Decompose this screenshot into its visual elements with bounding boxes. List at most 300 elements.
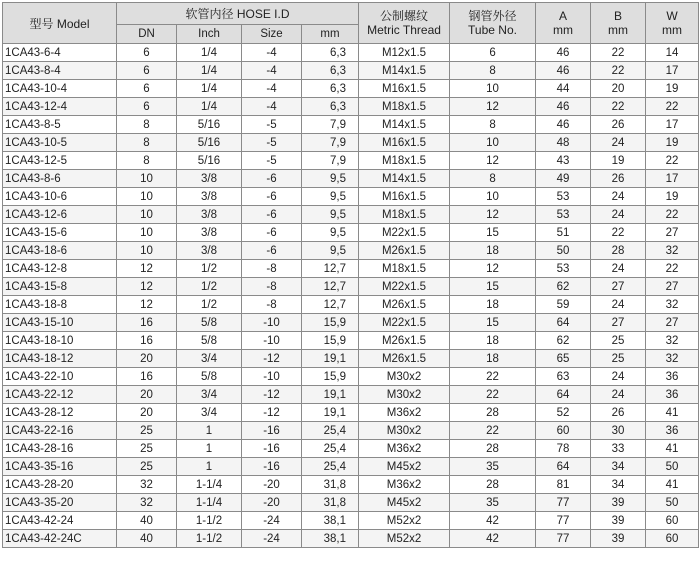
table-row [3, 404, 699, 422]
table-row [3, 62, 699, 80]
table-row [3, 458, 699, 476]
cell-b: 24 [591, 296, 646, 314]
cell-thread: M36x2 [359, 476, 450, 494]
cell-mm: 38,1 [302, 530, 359, 548]
table-row [3, 242, 699, 260]
cell-dn: 6 [117, 98, 177, 116]
cell-a: 63 [536, 368, 591, 386]
cell-b: 34 [591, 476, 646, 494]
cell-mm: 9,5 [302, 242, 359, 260]
cell-inch: 3/8 [177, 224, 242, 242]
cell-model: 1CA43-15-10 [3, 314, 117, 332]
cell-thread: M14x1.5 [359, 116, 450, 134]
cell-dn: 6 [117, 62, 177, 80]
table-row [3, 260, 699, 278]
table-row [3, 152, 699, 170]
cell-w: 32 [646, 350, 699, 368]
cell-mm: 31,8 [302, 476, 359, 494]
table-row [3, 278, 699, 296]
cell-size: -10 [242, 314, 302, 332]
cell-a: 64 [536, 458, 591, 476]
cell-mm: 15,9 [302, 368, 359, 386]
cell-inch: 1/4 [177, 44, 242, 62]
cell-mm: 12,7 [302, 278, 359, 296]
cell-model: 1CA43-10-6 [3, 188, 117, 206]
cell-dn: 12 [117, 296, 177, 314]
header-b-label: B [614, 9, 623, 23]
cell-dn: 25 [117, 440, 177, 458]
header-w-unit: mm [662, 23, 683, 37]
cell-b: 22 [591, 62, 646, 80]
cell-mm: 9,5 [302, 170, 359, 188]
cell-tube: 15 [450, 314, 536, 332]
cell-dn: 10 [117, 188, 177, 206]
cell-inch: 1-1/2 [177, 530, 242, 548]
cell-tube: 15 [450, 278, 536, 296]
cell-inch: 3/4 [177, 386, 242, 404]
cell-dn: 16 [117, 368, 177, 386]
cell-thread: M18x1.5 [359, 260, 450, 278]
cell-thread: M16x1.5 [359, 80, 450, 98]
cell-a: 53 [536, 260, 591, 278]
cell-size: -5 [242, 134, 302, 152]
header-b [591, 3, 646, 44]
header-inch: Inch [177, 25, 242, 44]
cell-inch: 5/16 [177, 152, 242, 170]
table-row [3, 170, 699, 188]
cell-b: 22 [591, 98, 646, 116]
cell-mm: 12,7 [302, 296, 359, 314]
cell-w: 60 [646, 512, 699, 530]
cell-dn: 8 [117, 134, 177, 152]
cell-tube: 8 [450, 170, 536, 188]
cell-w: 60 [646, 530, 699, 548]
cell-a: 51 [536, 224, 591, 242]
cell-mm: 12,7 [302, 260, 359, 278]
cell-mm: 7,9 [302, 134, 359, 152]
table-header [3, 3, 699, 44]
cell-tube: 10 [450, 134, 536, 152]
cell-dn: 25 [117, 458, 177, 476]
cell-a: 64 [536, 314, 591, 332]
header-tube [450, 3, 536, 44]
cell-mm: 7,9 [302, 116, 359, 134]
cell-model: 1CA43-8-6 [3, 170, 117, 188]
header-w-label: W [666, 9, 678, 23]
cell-size: -5 [242, 152, 302, 170]
cell-mm: 7,9 [302, 152, 359, 170]
cell-inch: 1 [177, 422, 242, 440]
cell-a: 44 [536, 80, 591, 98]
cell-size: -4 [242, 62, 302, 80]
cell-tube: 18 [450, 296, 536, 314]
cell-w: 14 [646, 44, 699, 62]
cell-tube: 18 [450, 242, 536, 260]
cell-tube: 28 [450, 404, 536, 422]
cell-b: 39 [591, 512, 646, 530]
cell-mm: 9,5 [302, 188, 359, 206]
cell-w: 32 [646, 332, 699, 350]
cell-b: 28 [591, 242, 646, 260]
cell-model: 1CA43-12-4 [3, 98, 117, 116]
cell-b: 39 [591, 494, 646, 512]
table-row [3, 350, 699, 368]
cell-b: 24 [591, 368, 646, 386]
cell-thread: M14x1.5 [359, 170, 450, 188]
cell-tube: 35 [450, 494, 536, 512]
cell-b: 30 [591, 422, 646, 440]
cell-tube: 10 [450, 80, 536, 98]
cell-dn: 20 [117, 350, 177, 368]
cell-b: 26 [591, 116, 646, 134]
cell-model: 1CA43-18-8 [3, 296, 117, 314]
header-thread [359, 3, 450, 44]
cell-size: -4 [242, 98, 302, 116]
cell-a: 46 [536, 116, 591, 134]
cell-a: 65 [536, 350, 591, 368]
cell-thread: M18x1.5 [359, 206, 450, 224]
cell-model: 1CA43-35-16 [3, 458, 117, 476]
cell-b: 33 [591, 440, 646, 458]
cell-inch: 1/4 [177, 62, 242, 80]
cell-dn: 16 [117, 314, 177, 332]
cell-thread: M26x1.5 [359, 242, 450, 260]
cell-w: 22 [646, 98, 699, 116]
cell-dn: 10 [117, 170, 177, 188]
cell-tube: 8 [450, 116, 536, 134]
cell-w: 22 [646, 152, 699, 170]
cell-a: 49 [536, 170, 591, 188]
cell-tube: 35 [450, 458, 536, 476]
cell-model: 1CA43-15-6 [3, 224, 117, 242]
table-row [3, 44, 699, 62]
cell-model: 1CA43-22-16 [3, 422, 117, 440]
cell-a: 50 [536, 242, 591, 260]
cell-thread: M22x1.5 [359, 278, 450, 296]
header-tube-en: Tube No. [468, 23, 517, 37]
cell-size: -6 [242, 188, 302, 206]
cell-mm: 38,1 [302, 512, 359, 530]
cell-tube: 10 [450, 188, 536, 206]
cell-size: -8 [242, 260, 302, 278]
cell-mm: 6,3 [302, 44, 359, 62]
cell-inch: 5/8 [177, 368, 242, 386]
header-w [646, 3, 699, 44]
cell-a: 64 [536, 386, 591, 404]
cell-model: 1CA43-6-4 [3, 44, 117, 62]
table-body [3, 44, 699, 548]
cell-a: 46 [536, 44, 591, 62]
cell-dn: 40 [117, 530, 177, 548]
cell-inch: 1/4 [177, 80, 242, 98]
cell-w: 27 [646, 224, 699, 242]
cell-tube: 42 [450, 512, 536, 530]
header-thread-en: Metric Thread [367, 23, 441, 37]
cell-size: -20 [242, 494, 302, 512]
cell-tube: 15 [450, 224, 536, 242]
cell-dn: 32 [117, 476, 177, 494]
cell-tube: 12 [450, 152, 536, 170]
cell-size: -6 [242, 170, 302, 188]
cell-size: -10 [242, 332, 302, 350]
cell-thread: M16x1.5 [359, 188, 450, 206]
cell-w: 19 [646, 80, 699, 98]
cell-mm: 19,1 [302, 350, 359, 368]
cell-size: -6 [242, 224, 302, 242]
cell-size: -20 [242, 476, 302, 494]
cell-model: 1CA43-42-24 [3, 512, 117, 530]
cell-w: 41 [646, 476, 699, 494]
cell-thread: M36x2 [359, 404, 450, 422]
cell-a: 59 [536, 296, 591, 314]
cell-w: 27 [646, 278, 699, 296]
table-row [3, 476, 699, 494]
cell-w: 19 [646, 134, 699, 152]
cell-mm: 6,3 [302, 98, 359, 116]
cell-inch: 5/16 [177, 134, 242, 152]
cell-a: 46 [536, 98, 591, 116]
header-mm: mm [302, 25, 359, 44]
table-row [3, 494, 699, 512]
cell-size: -8 [242, 278, 302, 296]
cell-a: 46 [536, 62, 591, 80]
cell-thread: M16x1.5 [359, 134, 450, 152]
cell-b: 27 [591, 278, 646, 296]
cell-inch: 3/8 [177, 188, 242, 206]
cell-dn: 8 [117, 116, 177, 134]
cell-size: -16 [242, 422, 302, 440]
cell-thread: M12x1.5 [359, 44, 450, 62]
cell-dn: 8 [117, 152, 177, 170]
cell-model: 1CA43-15-8 [3, 278, 117, 296]
cell-b: 26 [591, 404, 646, 422]
cell-size: -24 [242, 530, 302, 548]
table-row [3, 206, 699, 224]
cell-thread: M26x1.5 [359, 296, 450, 314]
table-row [3, 440, 699, 458]
cell-mm: 25,4 [302, 458, 359, 476]
cell-a: 77 [536, 512, 591, 530]
cell-dn: 10 [117, 224, 177, 242]
table-row [3, 530, 699, 548]
cell-mm: 19,1 [302, 386, 359, 404]
cell-size: -4 [242, 44, 302, 62]
cell-tube: 22 [450, 368, 536, 386]
cell-inch: 1/2 [177, 260, 242, 278]
cell-model: 1CA43-35-20 [3, 494, 117, 512]
cell-b: 20 [591, 80, 646, 98]
cell-tube: 6 [450, 44, 536, 62]
cell-mm: 19,1 [302, 404, 359, 422]
cell-size: -10 [242, 368, 302, 386]
cell-inch: 3/8 [177, 170, 242, 188]
cell-model: 1CA43-10-4 [3, 80, 117, 98]
cell-b: 24 [591, 260, 646, 278]
cell-mm: 25,4 [302, 422, 359, 440]
header-a [536, 3, 591, 44]
table-row [3, 296, 699, 314]
cell-mm: 25,4 [302, 440, 359, 458]
cell-mm: 31,8 [302, 494, 359, 512]
cell-w: 22 [646, 260, 699, 278]
cell-a: 62 [536, 278, 591, 296]
cell-inch: 1-1/4 [177, 494, 242, 512]
cell-w: 32 [646, 242, 699, 260]
cell-thread: M22x1.5 [359, 314, 450, 332]
cell-a: 77 [536, 530, 591, 548]
cell-a: 48 [536, 134, 591, 152]
cell-w: 41 [646, 440, 699, 458]
cell-thread: M30x2 [359, 422, 450, 440]
cell-model: 1CA43-18-10 [3, 332, 117, 350]
cell-model: 1CA43-18-6 [3, 242, 117, 260]
cell-thread: M18x1.5 [359, 152, 450, 170]
cell-a: 53 [536, 188, 591, 206]
cell-mm: 6,3 [302, 62, 359, 80]
cell-size: -6 [242, 242, 302, 260]
header-a-unit: mm [553, 23, 574, 37]
cell-w: 41 [646, 404, 699, 422]
table-row [3, 98, 699, 116]
cell-dn: 40 [117, 512, 177, 530]
cell-tube: 28 [450, 476, 536, 494]
table-row [3, 116, 699, 134]
cell-model: 1CA43-12-5 [3, 152, 117, 170]
cell-w: 32 [646, 296, 699, 314]
cell-b: 24 [591, 386, 646, 404]
cell-model: 1CA43-28-16 [3, 440, 117, 458]
cell-inch: 1-1/4 [177, 476, 242, 494]
cell-b: 27 [591, 314, 646, 332]
cell-w: 17 [646, 170, 699, 188]
cell-size: -6 [242, 206, 302, 224]
cell-b: 22 [591, 44, 646, 62]
cell-w: 50 [646, 494, 699, 512]
cell-model: 1CA43-12-8 [3, 260, 117, 278]
cell-size: -12 [242, 404, 302, 422]
cell-mm: 15,9 [302, 314, 359, 332]
table-row [3, 512, 699, 530]
cell-tube: 12 [450, 206, 536, 224]
cell-dn: 16 [117, 332, 177, 350]
table-row [3, 80, 699, 98]
cell-b: 19 [591, 152, 646, 170]
cell-thread: M22x1.5 [359, 224, 450, 242]
cell-a: 52 [536, 404, 591, 422]
cell-mm: 15,9 [302, 332, 359, 350]
table-row [3, 368, 699, 386]
header-a-label: A [559, 9, 568, 23]
cell-model: 1CA43-8-4 [3, 62, 117, 80]
cell-size: -16 [242, 458, 302, 476]
header-b-unit: mm [608, 23, 629, 37]
cell-a: 53 [536, 206, 591, 224]
cell-inch: 1-1/2 [177, 512, 242, 530]
cell-model: 1CA43-10-5 [3, 134, 117, 152]
cell-dn: 10 [117, 206, 177, 224]
table-row [3, 386, 699, 404]
cell-w: 36 [646, 386, 699, 404]
cell-b: 25 [591, 332, 646, 350]
cell-model: 1CA43-22-12 [3, 386, 117, 404]
cell-model: 1CA43-42-24C [3, 530, 117, 548]
cell-a: 77 [536, 494, 591, 512]
cell-w: 50 [646, 458, 699, 476]
cell-w: 22 [646, 206, 699, 224]
cell-size: -12 [242, 386, 302, 404]
cell-thread: M30x2 [359, 386, 450, 404]
table-row [3, 224, 699, 242]
cell-tube: 18 [450, 350, 536, 368]
cell-thread: M52x2 [359, 530, 450, 548]
cell-model: 1CA43-12-6 [3, 206, 117, 224]
cell-a: 43 [536, 152, 591, 170]
cell-tube: 28 [450, 440, 536, 458]
cell-tube: 12 [450, 98, 536, 116]
cell-inch: 5/16 [177, 116, 242, 134]
cell-size: -16 [242, 440, 302, 458]
cell-size: -12 [242, 350, 302, 368]
cell-dn: 20 [117, 386, 177, 404]
cell-model: 1CA43-22-10 [3, 368, 117, 386]
cell-thread: M45x2 [359, 458, 450, 476]
table-row [3, 188, 699, 206]
cell-inch: 1/2 [177, 296, 242, 314]
cell-dn: 6 [117, 44, 177, 62]
cell-dn: 12 [117, 260, 177, 278]
cell-b: 26 [591, 170, 646, 188]
cell-inch: 1/2 [177, 278, 242, 296]
cell-tube: 22 [450, 422, 536, 440]
cell-model: 1CA43-28-20 [3, 476, 117, 494]
cell-dn: 12 [117, 278, 177, 296]
cell-inch: 5/8 [177, 332, 242, 350]
table-row [3, 332, 699, 350]
cell-w: 17 [646, 62, 699, 80]
header-tube-cn: 钢管外径 [468, 9, 517, 23]
cell-tube: 42 [450, 530, 536, 548]
cell-model: 1CA43-18-12 [3, 350, 117, 368]
cell-tube: 18 [450, 332, 536, 350]
header-dn: DN [117, 25, 177, 44]
cell-b: 34 [591, 458, 646, 476]
header-model: 型号 Model [3, 3, 117, 44]
cell-size: -5 [242, 116, 302, 134]
header-thread-cn: 公制螺纹 [380, 9, 429, 23]
cell-b: 24 [591, 188, 646, 206]
cell-w: 19 [646, 188, 699, 206]
header-size: Size [242, 25, 302, 44]
cell-dn: 32 [117, 494, 177, 512]
cell-inch: 1 [177, 440, 242, 458]
cell-a: 62 [536, 332, 591, 350]
cell-a: 60 [536, 422, 591, 440]
cell-model: 1CA43-28-12 [3, 404, 117, 422]
cell-size: -8 [242, 296, 302, 314]
cell-thread: M52x2 [359, 512, 450, 530]
cell-inch: 3/4 [177, 350, 242, 368]
cell-thread: M26x1.5 [359, 350, 450, 368]
cell-w: 36 [646, 422, 699, 440]
cell-thread: M45x2 [359, 494, 450, 512]
cell-size: -4 [242, 80, 302, 98]
cell-model: 1CA43-8-5 [3, 116, 117, 134]
cell-dn: 25 [117, 422, 177, 440]
cell-w: 27 [646, 314, 699, 332]
cell-w: 17 [646, 116, 699, 134]
cell-thread: M18x1.5 [359, 98, 450, 116]
cell-a: 78 [536, 440, 591, 458]
